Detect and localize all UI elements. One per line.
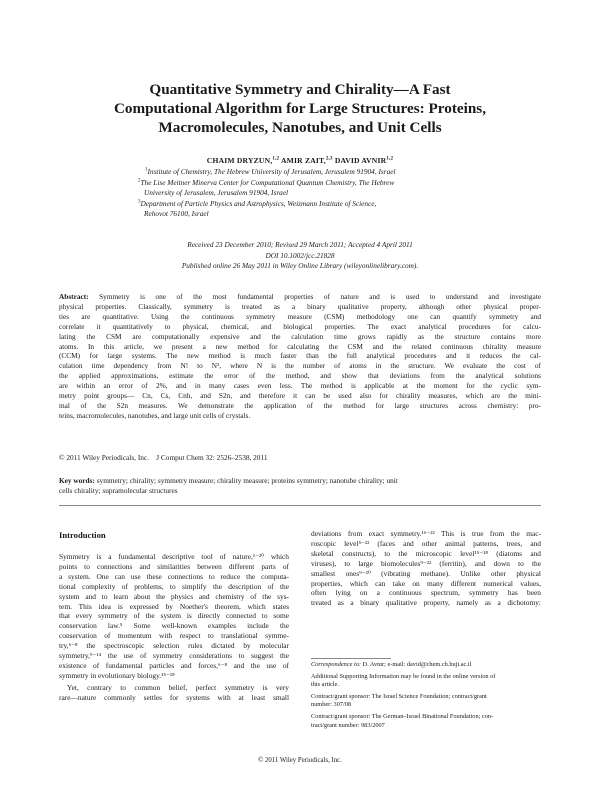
body-line: Yet, contrary to common belief, perfect symmetry is very	[67, 682, 289, 692]
correspondence-label: Correspondence to:	[311, 661, 361, 668]
keywords-text: symmetry; chirality; symmetry measure; chirality measure; proteins symmetry; nanotube chirality; unit	[96, 476, 398, 485]
footnote-line: this article.	[311, 681, 339, 689]
footnote-line: Additional Supporting Information may be found in the online version of	[311, 672, 496, 680]
affiliations	[110, 167, 510, 220]
body-line: a system. One can use these connections to reduce the computa-	[59, 571, 289, 581]
right-column	[311, 529, 541, 608]
grant-sponsor	[311, 693, 541, 710]
abstract-line: correlate it quantitatively to physical, chemical, and biological properties. The exact analytical procedures for calcu-	[59, 321, 541, 331]
abstract-line: teins, macromolecules, nanotubes, and large unit cells of crystals.	[59, 410, 251, 420]
affiliation	[110, 167, 510, 178]
body-line: conservation law.⁵ Some well-known examples include the	[59, 621, 289, 631]
abstract-label: Abstract:	[59, 292, 89, 301]
body-line: system and to learn about the physics and chemistry of the sys-	[59, 591, 289, 601]
journal-citation: J Comput Chem 32: 2526–2538, 2011	[156, 453, 268, 462]
abstract-line: are within an error of 2%, and in many cases even less. The method is applicable at the moment for the cyclic sym-	[59, 381, 541, 391]
affiliation	[110, 178, 510, 199]
page-footer: © 2011 Wiley Periodicals, Inc.	[258, 757, 342, 764]
body-line: points to connections and similarities between different parts of	[59, 561, 289, 571]
affil-line: Department of Particle Physics and Astrophysics, Weizmann Institute of Science,	[140, 198, 377, 208]
affil-number: 1	[145, 167, 148, 173]
left-column	[59, 552, 289, 703]
body-line: that every symmetry of the system is directly connected to some	[59, 611, 289, 621]
body-line: smallest ones⁹⁻²⁰ (vibrating methane). Unlike other physical	[311, 568, 541, 578]
body-line: symmetry,⁹⁻¹⁴ the use of symmetry considerations to suggest the	[59, 651, 289, 661]
abstract-line: lating the CSM are computationally expensive and the calculation time grows rapidly as the structure contains more	[59, 331, 541, 341]
body-line: deviations from exact symmetry.¹⁶⁻²² This is true from the mac-	[311, 529, 541, 538]
title-line: Quantitative Symmetry and Chirality—A Fast	[149, 81, 451, 98]
title-line: Computational Algorithm for Large Structures: Proteins,	[113, 100, 487, 117]
abstract-line: mal of the S2n measures. We demonstrate the application of the method for large structures across chemistry: pro-	[59, 400, 541, 410]
paper-title	[60, 80, 540, 137]
abstract-line: (CCM) for large systems. The new method is much faster than the full analytical procedures and it reduces the cal-	[59, 351, 541, 361]
body-line: viruses), to large biomolecules⁹⁻²² (ferritin), and down to the	[311, 558, 541, 568]
published-online: Published online 26 May 2011 in Wiley Online Library (wileyonlinelibrary.com).	[181, 261, 419, 270]
author-affil-sup: 1,2	[272, 156, 280, 162]
title-line: Macromolecules, Nanotubes, and Unit Cells	[158, 119, 442, 136]
body-line: treated as a binary qualitative property, namely as a dichotomy:	[311, 598, 541, 608]
abstract	[59, 292, 541, 421]
body-line: rare—nature commonly settles for systems with at least small	[59, 692, 289, 702]
correspondence	[311, 661, 541, 670]
copyright-citation	[59, 453, 267, 462]
footnote-line: tract/grant number: 983/2007	[311, 721, 385, 729]
abstract-line	[59, 292, 541, 302]
author-name: AMIR ZAIT,	[280, 156, 326, 165]
affil-line: University of Jerusalem, Jerusalem 91904, Israel	[144, 188, 289, 197]
abstract-line: physical properties. Classically, symmetry is treated as a binary qualitative property, although other physical proper-	[59, 301, 541, 311]
body-line: existence of fundamental particles and forces,⁶⁻⁸ and the use of	[59, 660, 289, 670]
supporting-info	[311, 673, 541, 690]
abstract-text: Symmetry is one of the most fundamental properties of nature and is used to understand and investigate	[99, 292, 542, 301]
body-line: conservation of momentum with respect to translational symme-	[59, 631, 289, 641]
received-dates: Received 23 December 2010; Revised 29 March 2011; Accepted 4 April 2011	[187, 240, 413, 249]
abstract-line: the applied approximations, estimate the error of the method, and show that deviations from the analytical solutions	[59, 371, 541, 381]
footnote-line: Contract/grant sponsor: The German–Israel Binational Foundation; con-	[311, 712, 494, 720]
author-affil-sup: 1,2	[386, 156, 394, 162]
correspondence-text: D. Avnir; e-mail: david@chem.ch.huji.ac.il	[362, 661, 472, 668]
footnotes	[311, 661, 541, 733]
body-line: skeletal constructs), to the microscopic level¹⁵⁻¹⁸ (diatoms and	[311, 548, 541, 558]
body-line: tional complexity of problems, to simplify the description of the	[59, 581, 289, 591]
body-line: symmetry in evolutionary biology.¹⁵⁻¹⁸	[59, 670, 175, 680]
abstract-line: culation time dependency from N! to N², where N is the number of atoms in the structure. We evaluate the cost of	[59, 361, 541, 371]
copyright: © 2011 Wiley Periodicals, Inc.	[59, 453, 149, 462]
grant-sponsor	[311, 713, 541, 730]
keywords-text: cells chirality; supramolecular structures	[59, 486, 178, 495]
body-line: often lying on a continuous spectrum, symmetry has been	[311, 588, 541, 598]
author-name: DAVID AVNIR	[334, 156, 387, 165]
body-line: tem. This idea is expressed by Noether's theorem, which states	[59, 601, 289, 611]
section-heading: Introduction	[59, 530, 106, 540]
body-line: Symmetry is a fundamental descriptive tool of nature,¹⁻²⁰ which	[59, 552, 289, 561]
author-name: CHAIM DRYZUN,	[206, 156, 273, 165]
abstract-line: atoms. In this article, we present a new method for calculating the CSM and the related continuous chirality measure	[59, 341, 541, 351]
abstract-line: ties are quantitative. Using the continuous symmetry measure (CSM) methodology one can quantify symmetry and	[59, 311, 541, 321]
affil-line: Institute of Chemistry, The Hebrew University of Jerusalem, Jerusalem 91904, Israel	[147, 167, 396, 176]
keywords	[59, 476, 541, 496]
divider	[59, 505, 541, 506]
author-affil-sup: 2,3	[325, 156, 333, 162]
body-line: roscopic level⁵⁻²² (faces and other animal patterns, trees, and	[311, 538, 541, 548]
affil-number: 3	[138, 199, 141, 205]
abstract-line: metry point groups— Cn, Cs, Cnh, and S2n, and therefore it can be used also for chirality measures, which are the mini-	[59, 391, 541, 401]
footnote-line: number: 307/08	[311, 701, 352, 709]
affil-line: Rehovot 76100, Israel	[144, 209, 209, 218]
author-list	[60, 156, 540, 165]
keywords-label: Key words:	[59, 476, 95, 485]
footnote-line: Contract/grant sponsor: The Israel Science Foundation; contract/grant	[311, 692, 487, 700]
publication-dates	[60, 240, 540, 272]
affil-number: 2	[138, 178, 141, 184]
affiliation	[110, 199, 510, 220]
body-line: try,⁶⁻⁸ the spectroscopic selection rules dictated by molecular	[59, 641, 289, 651]
affil-line: The Lise Meitner Minerva Center for Computational Quantum Chemistry, The Hebrew	[140, 177, 395, 187]
footnote-rule	[311, 658, 391, 659]
doi: DOI 10.1002/jcc.21828	[265, 250, 335, 260]
body-line: properties, which can take on many different numerical values,	[311, 578, 541, 588]
